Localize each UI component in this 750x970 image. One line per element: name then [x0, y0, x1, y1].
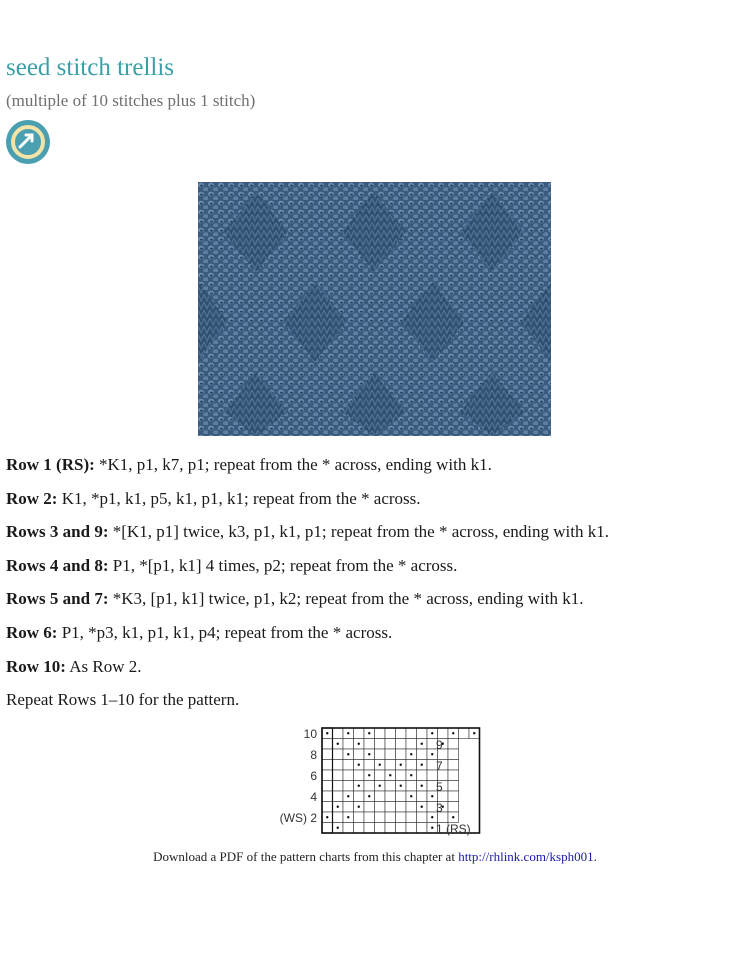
- chart-cell: [343, 781, 354, 792]
- chart-cell: [333, 812, 344, 823]
- chart-cell: [417, 728, 428, 739]
- chart-cell: [448, 770, 459, 781]
- purl-dot: [473, 732, 475, 734]
- purl-dot: [431, 753, 433, 755]
- chart-cell: [343, 770, 354, 781]
- purl-dot: [347, 795, 349, 797]
- chart-cell: [364, 760, 375, 771]
- purl-dot: [337, 743, 339, 745]
- chart-cell: [322, 770, 333, 781]
- purl-dot: [337, 827, 339, 829]
- chart-cell: [375, 791, 386, 802]
- knit-swatch-photo: [198, 182, 551, 436]
- purl-dot: [421, 785, 423, 787]
- chart-label-right: 7: [436, 759, 443, 773]
- chart-label-left: 4: [310, 790, 317, 804]
- purl-dot: [431, 816, 433, 818]
- chart-cell: [333, 791, 344, 802]
- pattern-subtitle: (multiple of 10 stitches plus 1 stitch): [6, 91, 256, 110]
- chart-cell: [448, 781, 459, 792]
- rows-4-8: Rows 4 and 8: P1, *[p1, k1] 4 times, p2; repeat from the * across.: [6, 555, 458, 575]
- chart-cell: [406, 802, 417, 813]
- chart-cell: [396, 728, 407, 739]
- chart-cell: [354, 728, 365, 739]
- chart-cell: [343, 823, 354, 834]
- chart-label-left: (WS) 2: [279, 811, 317, 825]
- chart-cell: [385, 760, 396, 771]
- purl-dot: [368, 774, 370, 776]
- purl-dot: [347, 732, 349, 734]
- purl-dot: [410, 795, 412, 797]
- chart-cell: [322, 749, 333, 760]
- chart-label-right: 9: [436, 738, 443, 752]
- chart-label-left: 6: [310, 769, 317, 783]
- chart-cell: [417, 749, 428, 760]
- rows-5-7: Rows 5 and 7: *K3, [p1, k1] twice, p1, k2; repeat from the * across, ending with k1.: [6, 589, 584, 609]
- purl-dot: [326, 732, 328, 734]
- purl-dot: [368, 732, 370, 734]
- row-6: Row 6: P1, *p3, k1, p1, k1, p4; repeat from the * across.: [6, 622, 393, 642]
- chart-cell: [322, 760, 333, 771]
- purl-dot: [389, 774, 391, 776]
- chart-cell: [459, 728, 470, 739]
- chart-cell: [364, 823, 375, 834]
- chart-cell: [396, 823, 407, 834]
- link-badge-icon[interactable]: [6, 120, 50, 164]
- chart-cell: [396, 749, 407, 760]
- chart-cell: [406, 823, 417, 834]
- chart-cell: [385, 781, 396, 792]
- purl-dot: [337, 806, 339, 808]
- purl-dot: [421, 743, 423, 745]
- chart-cell: [375, 812, 386, 823]
- chart-cell: [406, 728, 417, 739]
- chart-cell: [385, 739, 396, 750]
- chart-cell: [322, 781, 333, 792]
- purl-dot: [410, 774, 412, 776]
- chart-cell: [322, 739, 333, 750]
- chart-cell: [375, 728, 386, 739]
- chart-cell: [364, 812, 375, 823]
- chart-cell: [375, 802, 386, 813]
- download-note: Download a PDF of the pattern charts from this chapter at http://rhlink.com/ksph001.: [153, 849, 597, 864]
- purl-dot: [400, 785, 402, 787]
- purl-dot: [431, 732, 433, 734]
- chart-cell: [385, 802, 396, 813]
- chart-cell: [333, 760, 344, 771]
- chart-cell: [333, 770, 344, 781]
- chart-cell: [375, 770, 386, 781]
- chart-cell: [396, 791, 407, 802]
- purl-dot: [347, 753, 349, 755]
- chart-cell: [438, 728, 449, 739]
- purl-dot: [452, 732, 454, 734]
- chart-cell: [354, 823, 365, 834]
- chart-cell: [385, 791, 396, 802]
- chart-cell: [385, 812, 396, 823]
- purl-dot: [421, 806, 423, 808]
- chart-cell: [375, 749, 386, 760]
- chart-cell: [322, 791, 333, 802]
- pdf-download-link[interactable]: http://rhlink.com/ksph001: [458, 849, 594, 864]
- chart-label-left: 8: [310, 748, 317, 762]
- chart-cell: [406, 760, 417, 771]
- chart-cell: [448, 791, 459, 802]
- chart-cell: [396, 739, 407, 750]
- purl-dot: [421, 764, 423, 766]
- purl-dot: [326, 816, 328, 818]
- chart-cell: [448, 760, 459, 771]
- chart-label-left: 10: [303, 727, 317, 741]
- chart-cell: [354, 791, 365, 802]
- purl-dot: [358, 785, 360, 787]
- chart-cell: [322, 823, 333, 834]
- chart-cell: [396, 812, 407, 823]
- chart-cell: [354, 770, 365, 781]
- chart-label-right: 3: [436, 801, 443, 815]
- stitch-chart: [270, 722, 490, 840]
- chart-cell: [385, 823, 396, 834]
- chart-cell: [364, 739, 375, 750]
- chart-cell: [385, 749, 396, 760]
- chart-cell: [448, 749, 459, 760]
- chart-cell: [448, 802, 459, 813]
- chart-cell: [354, 749, 365, 760]
- purl-dot: [347, 816, 349, 818]
- purl-dot: [358, 764, 360, 766]
- row-10: Row 10: As Row 2.: [6, 656, 142, 676]
- repeat-note: Repeat Rows 1–10 for the pattern.: [6, 690, 240, 710]
- chart-cell: [364, 781, 375, 792]
- chart-cell: [354, 812, 365, 823]
- pattern-title: seed stitch trellis: [6, 54, 175, 81]
- chart-cell: [406, 739, 417, 750]
- chart-cell: [343, 760, 354, 771]
- row-1: Row 1 (RS): *K1, p1, k7, p1; repeat from the * across, ending with k1.: [6, 455, 492, 474]
- purl-dot: [410, 753, 412, 755]
- chart-cell: [417, 770, 428, 781]
- chart-cell: [417, 812, 428, 823]
- chart-cell: [396, 770, 407, 781]
- purl-dot: [431, 795, 433, 797]
- purl-dot: [358, 743, 360, 745]
- purl-dot: [368, 753, 370, 755]
- chart-cell: [417, 823, 428, 834]
- purl-dot: [379, 764, 381, 766]
- chart-cell: [364, 802, 375, 813]
- chart-cell: [333, 749, 344, 760]
- purl-dot: [400, 764, 402, 766]
- chart-cell: [385, 728, 396, 739]
- chart-label-right: 5: [436, 780, 443, 794]
- chart-cell: [343, 739, 354, 750]
- chart-cell: [406, 812, 417, 823]
- chart-cell: [333, 781, 344, 792]
- chart-cell: [375, 823, 386, 834]
- chart-cell: [333, 728, 344, 739]
- purl-dot: [431, 827, 433, 829]
- chart-cell: [322, 802, 333, 813]
- chart-cell: [417, 791, 428, 802]
- chart-cell: [396, 802, 407, 813]
- chart-cell: [448, 739, 459, 750]
- chart-cell: [375, 739, 386, 750]
- purl-dot: [368, 795, 370, 797]
- rows-3-9: Rows 3 and 9: *[K1, p1] twice, k3, p1, k1, p1; repeat from the * across, ending with k1.: [6, 522, 609, 542]
- chart-label-right: 1 (RS): [436, 822, 471, 836]
- purl-dot: [452, 816, 454, 818]
- row-2: Row 2: K1, *p1, k1, p5, k1, p1, k1; repeat from the * across.: [6, 488, 421, 508]
- row-instructions: [6, 454, 736, 723]
- purl-dot: [379, 785, 381, 787]
- purl-dot: [358, 806, 360, 808]
- chart-cell: [406, 781, 417, 792]
- chart-cell: [343, 802, 354, 813]
